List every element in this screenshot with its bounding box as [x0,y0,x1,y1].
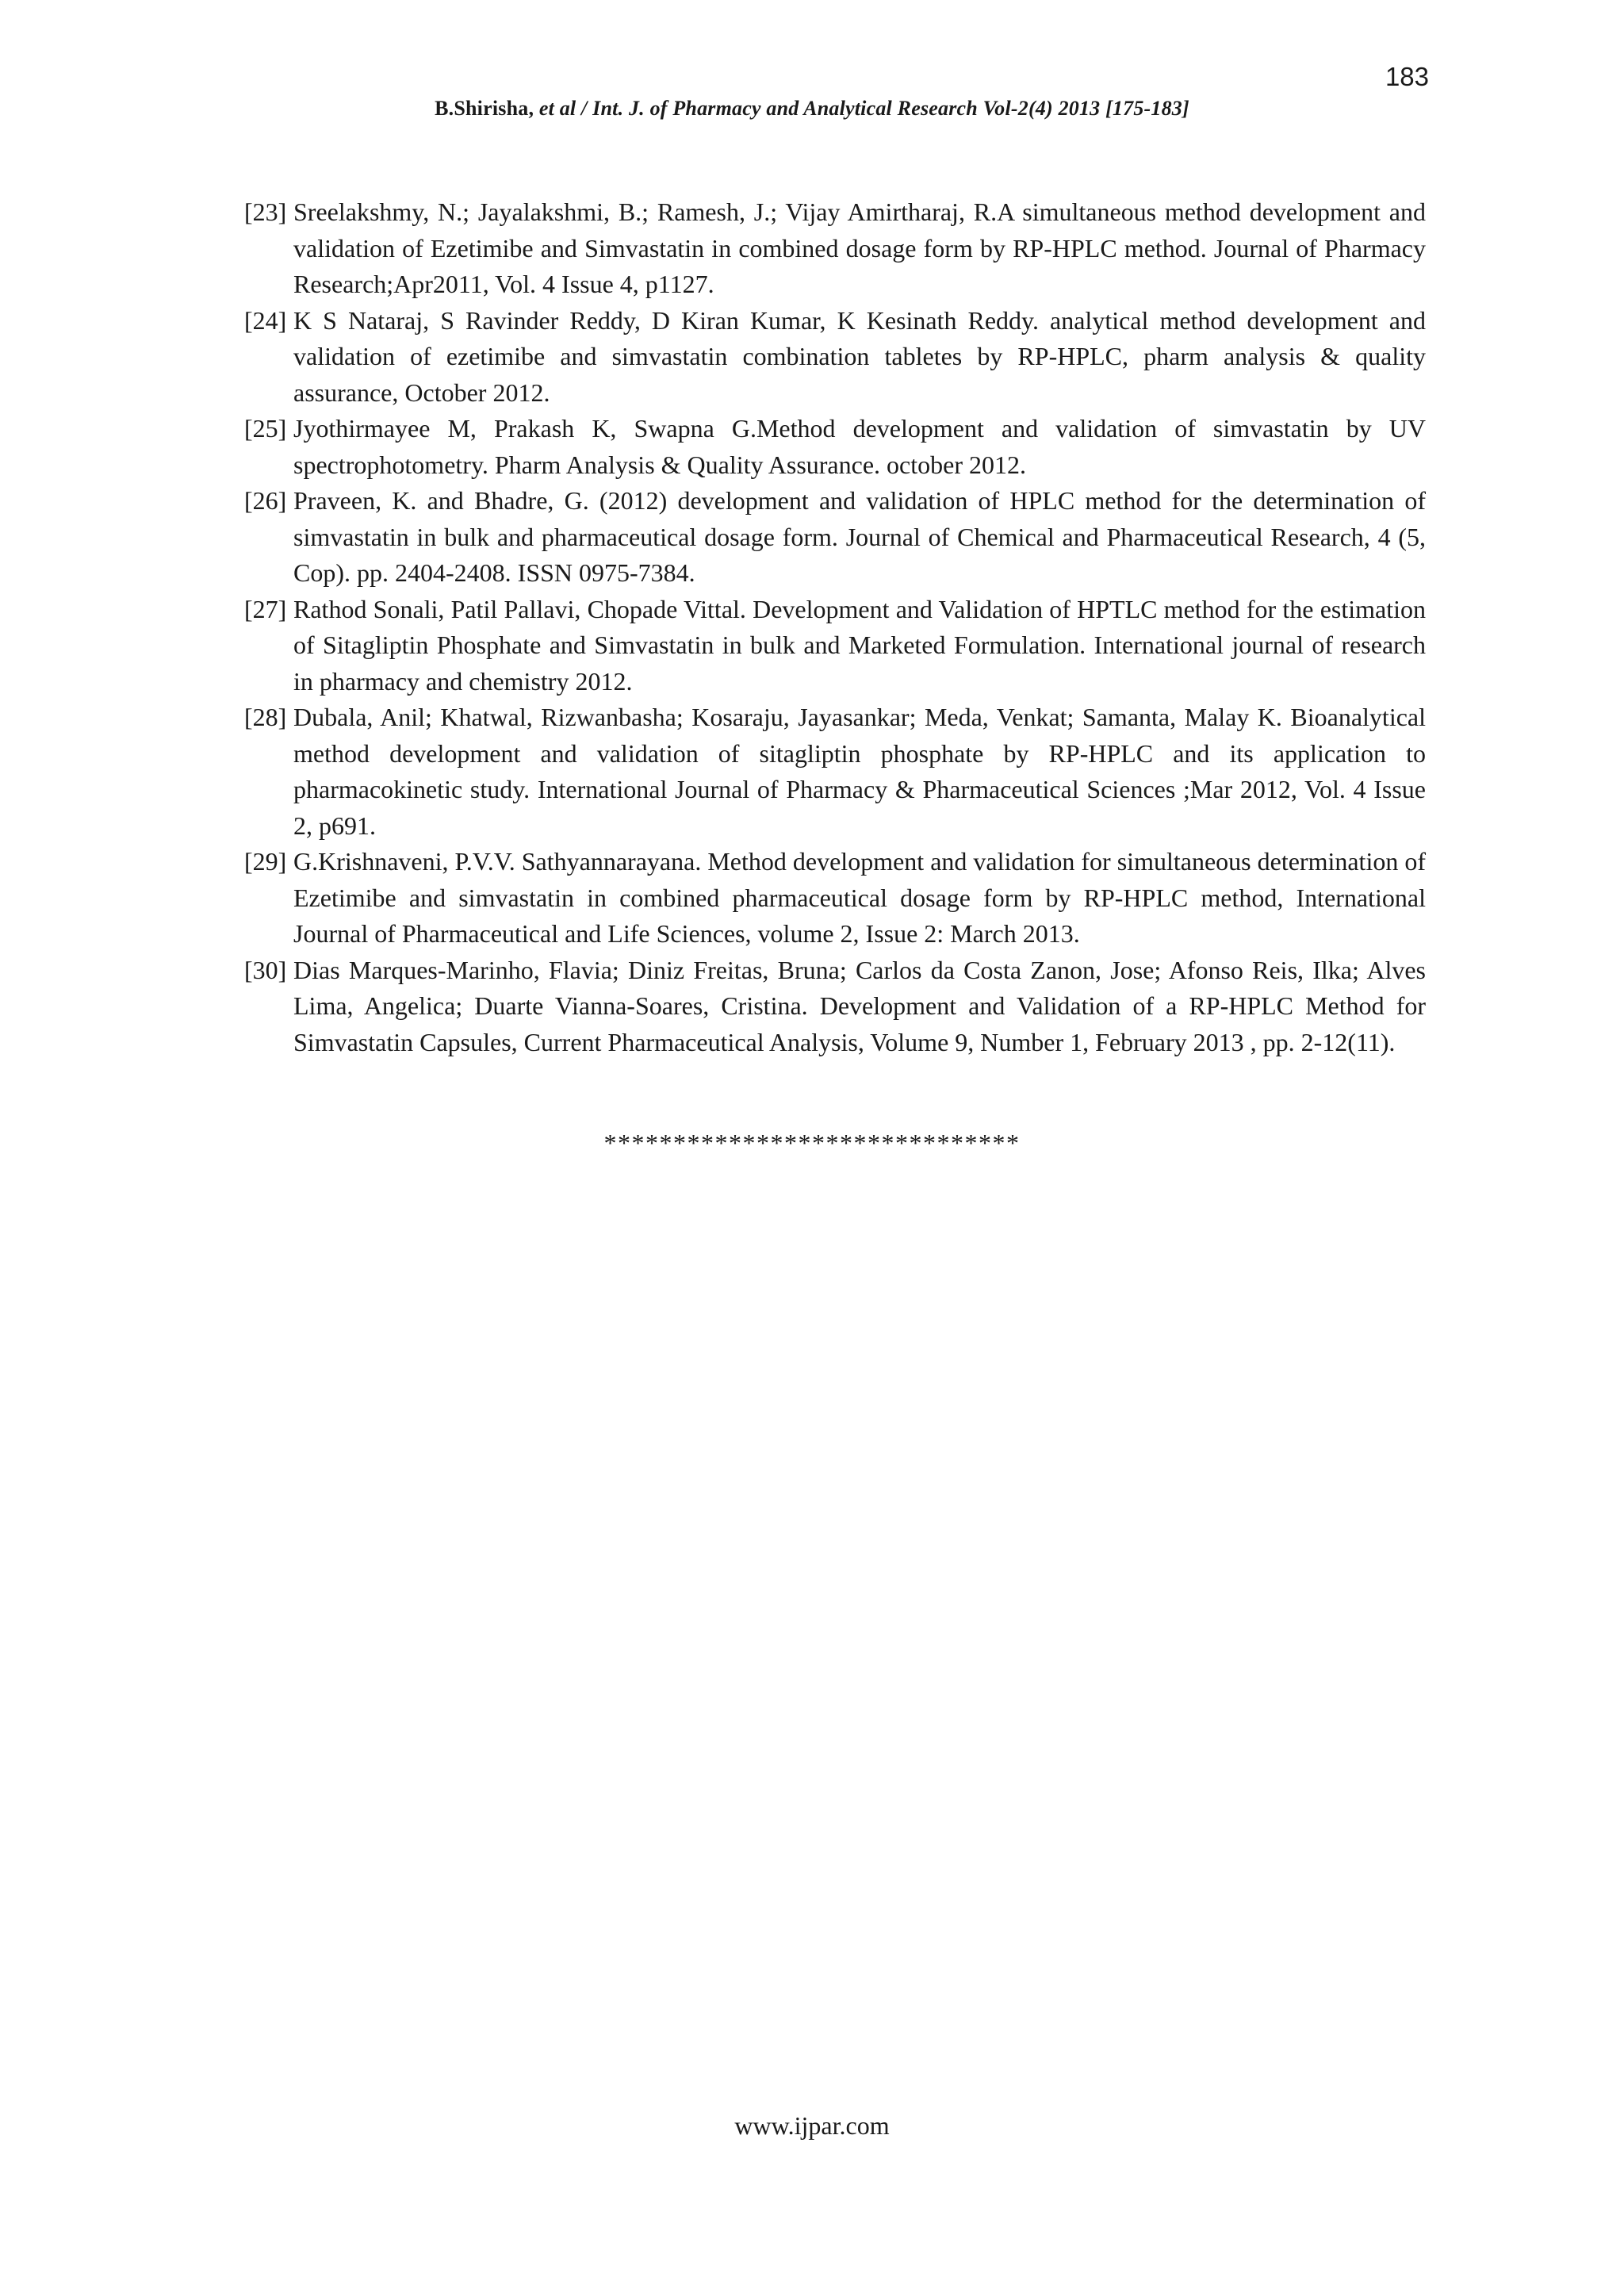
reference-text: Dias Marques-Marinho, Flavia; Diniz Freitas, Bruna; Carlos da Costa Zanon, Jose; Afonso Reis, Ilka; Alves Lima, Angelica; Duarte Vianna-Soares, Cristina. Development and Validation of a RP-HPLC Method for Simvastatin Capsules, Current Pharmaceutical Analysis, Volume 9, Number 1, February 2013 , pp. 2-12(11). [293,955,1426,1056]
reference-item [244,483,1426,592]
reference-item [244,700,1426,844]
reference-text: G.Krishnaveni, P.V.V. Sathyannarayana. Method development and validation for simultaneous determination of Ezetimibe and simvastatin in combined pharmaceutical dosage form by RP-HPLC method, International Journal of Pharmaceutical and Life Sciences, volume 2, Issue 2: March 2013. [293,847,1426,948]
reference-list [244,194,1426,1060]
reference-number: [23] [244,197,287,226]
reference-text: Jyothirmayee M, Prakash K, Swapna G.Method development and validation of simvastatin by UV spectrophotometry. Pharm Analysis & Quality Assurance. october 2012. [293,414,1426,479]
reference-text: Praveen, K. and Bhadre, G. (2012) development and validation of HPLC method for the determination of simvastatin in bulk and pharmaceutical dosage form. Journal of Chemical and Pharmaceutical Research, 4 (5, Cop). pp. 2404-2408. ISSN 0975-7384. [293,486,1426,587]
reference-item [244,411,1426,483]
reference-number: [26] [244,486,287,515]
running-header [0,97,1624,121]
reference-number: [30] [244,955,287,984]
reference-item [244,953,1426,1061]
reference-number: [24] [244,305,287,335]
reference-item [244,844,1426,953]
section-end-mark: ****************************** [603,1129,1021,1157]
reference-number: [25] [244,414,287,443]
reference-text: Dubala, Anil; Khatwal, Rizwanbasha; Kosaraju, Jayasankar; Meda, Venkat; Samanta, Malay K. Bioanalytical method development and validation of sitagliptin phosphate by RP-HPLC and its application to pharmacokinetic study. International Journal of Pharmacy & Pharmaceutical Sciences ;Mar 2012, Vol. 4 Issue 2, p691. [293,703,1426,840]
header-journal: et al / Int. J. of Pharmacy and Analytical Research Vol-2(4) 2013 [175-183] [538,97,1189,120]
reference-text: Sreelakshmy, N.; Jayalakshmi, B.; Ramesh, J.; Vijay Amirtharaj, R.A simultaneous method development and validation of Ezetimibe and Simvastatin in combined dosage form by RP-HPLC method. Journal of Pharmacy Research;Apr2011, Vol. 4 Issue 4, p1127. [293,197,1426,298]
reference-item [244,303,1426,412]
header-author: B.Shirisha, [435,97,539,120]
reference-number: [27] [244,594,287,623]
reference-item [244,194,1426,303]
page-number: 183 [1385,62,1429,91]
reference-item [244,592,1426,700]
footer-url[interactable]: www.ijpar.com [734,2111,890,2140]
reference-number: [28] [244,703,287,731]
reference-text: K S Nataraj, S Ravinder Reddy, D Kiran Kumar, K Kesinath Reddy. analytical method development and validation of ezetimibe and simvastatin combination tabletes by RP-HPLC, pharm analysis & quality assurance, October 2012. [293,305,1426,407]
reference-text: Rathod Sonali, Patil Pallavi, Chopade Vittal. Development and Validation of HPTLC method for the estimation of Sitagliptin Phosphate and Simvastatin in bulk and Marketed Formulation. International journal of research in pharmacy and chemistry 2012. [293,594,1426,696]
reference-number: [29] [244,847,287,876]
